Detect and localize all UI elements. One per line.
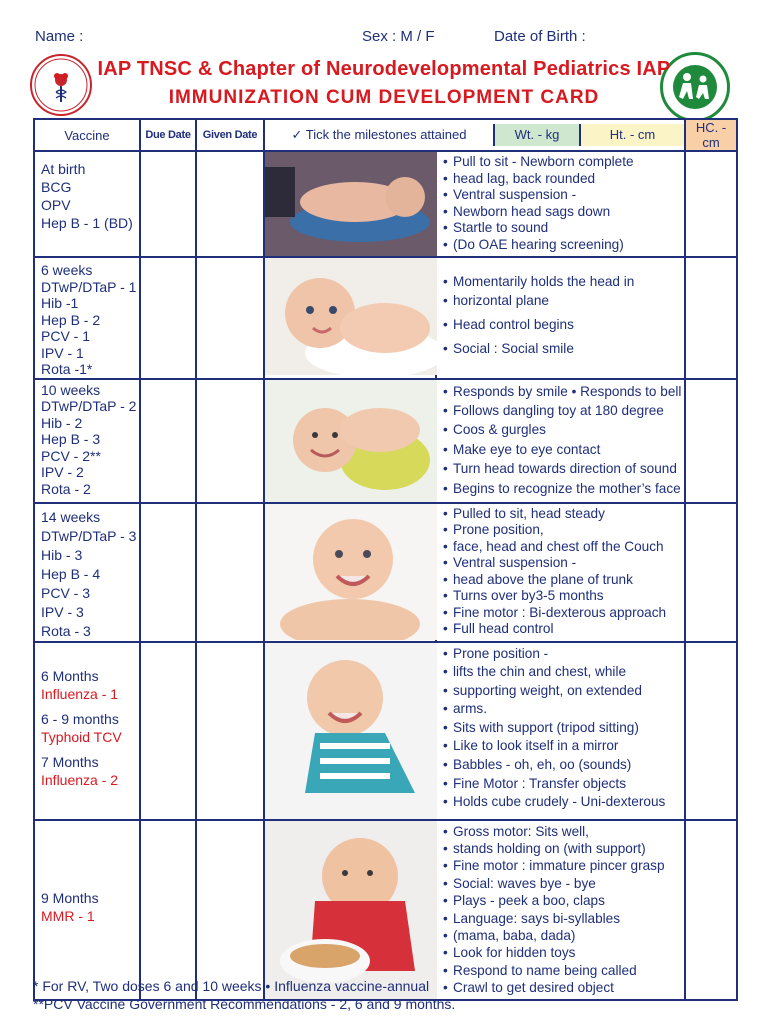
milestone-item[interactable]: • Babbles - oh, eh, oo (sounds) (453, 756, 682, 775)
milestone-text: head above the plane of trunk (453, 571, 633, 587)
milestone-item-cont (453, 927, 682, 944)
milestone-item[interactable]: • Social: waves bye - bye (453, 875, 682, 892)
vaccine-item: 9 Months (41, 889, 99, 906)
milestone-item-cont (453, 572, 682, 589)
milestone-list (436, 151, 685, 257)
milestone-item[interactable]: • Ventral suspension - (453, 555, 682, 572)
vaccine-item: DTwP/DTaP - 2 (41, 398, 137, 414)
vaccine-item: Influenza - 2 (41, 772, 119, 788)
vaccine-item: Typhoid TCV (41, 729, 122, 745)
immunization-development-table (33, 118, 738, 1001)
milestone-item[interactable]: • Coos & gurgles (453, 420, 682, 439)
vaccine-list (34, 503, 140, 642)
milestone-text: face, head and chest off the Couch (453, 538, 664, 554)
milestone-item[interactable]: • Full head control (453, 621, 682, 638)
milestone-item[interactable]: • Look for hidden toys (453, 944, 682, 961)
vaccine-item: 6 weeks (41, 262, 93, 278)
vaccine-item: Rota -1* (41, 361, 93, 377)
milestone-text: head lag, back rounded (453, 170, 596, 186)
vaccine-item: MMR - 1 (41, 908, 95, 924)
milestone-item[interactable]: • Ventral suspension - (453, 187, 682, 204)
col-vaccine: Vaccine (34, 119, 140, 151)
vaccine-item: IPV - 1 (41, 344, 84, 361)
milestone-item[interactable]: • Sits with support (tripod sitting) (453, 719, 682, 738)
table-row (34, 151, 737, 257)
milestone-item-cont (453, 840, 682, 857)
vaccine-item: 14 weeks (41, 508, 101, 525)
vaccine-item: Hep B - 1 (BD) (41, 215, 133, 231)
milestone-list (436, 820, 685, 1000)
milestone-text: (mama, baba, dada) (453, 927, 576, 943)
vaccine-list (34, 257, 140, 379)
milestone-item-cont (453, 237, 682, 254)
vaccine-item: Hib - 2 (41, 414, 83, 431)
vaccine-item: PCV - 2** (41, 447, 101, 464)
col-head-circumference: HC. - cm (685, 119, 737, 151)
milestone-item[interactable]: • Turn head towards direction of sound (453, 459, 682, 478)
milestone-list (436, 379, 685, 503)
baby-photo (264, 820, 436, 1000)
milestone-item[interactable]: • Fine motor : Bi-dexterous approach (453, 605, 682, 622)
milestone-item[interactable]: • Momentarily holds the head in (453, 272, 682, 291)
card-title-line1: IAP TNSC & Chapter of Neurodevelopmental Pediatrics IAP (97, 58, 671, 80)
growth-cells[interactable] (685, 151, 737, 257)
vaccine-item: DTwP/DTaP - 3 (41, 527, 137, 544)
milestone-item-cont (453, 204, 682, 221)
given-date-cell[interactable] (196, 379, 264, 503)
baby-photo (264, 257, 436, 379)
milestone-list (436, 503, 685, 642)
vaccine-item: Influenza - 1 (41, 686, 119, 702)
growth-cells[interactable] (685, 257, 737, 379)
vaccine-list (34, 820, 140, 1000)
milestones-header: ✓ Tick the milestones attained (291, 127, 467, 142)
vaccine-item: IPV - 3 (41, 603, 84, 620)
milestone-item[interactable]: • Pull to sit - Newborn complete (453, 154, 682, 171)
milestone-item[interactable]: • Responds by smile • Responds to bell (453, 382, 682, 401)
vaccine-item: 7 Months (41, 753, 99, 770)
vaccine-item: At birth (41, 161, 86, 177)
vaccine-item: Hep B - 3 (41, 431, 101, 447)
milestone-text: Newborn head sags down (453, 203, 611, 219)
milestone-list (436, 257, 685, 379)
milestone-text: Holds cube crudely - Uni-dexterous (453, 794, 666, 810)
due-date-cell[interactable] (140, 820, 196, 1000)
baby-photo (264, 503, 436, 642)
vaccine-item: 6 Months (41, 667, 99, 684)
col-height: Ht. - cm (579, 124, 684, 146)
dob-label: Date of Birth : (494, 28, 586, 45)
due-date-cell[interactable] (140, 257, 196, 379)
vaccine-list (34, 379, 140, 503)
vaccine-item: Hep B - 2 (41, 311, 101, 328)
vaccine-item: PCV - 3 (41, 584, 91, 601)
sex-label: Sex : M / F (362, 28, 435, 45)
vaccine-item: DTwP/DTaP - 1 (41, 278, 137, 295)
milestone-item[interactable]: • Make eye to eye contact (453, 440, 682, 459)
table-row (34, 820, 737, 1000)
milestone-text: (Do OAE hearing screening) (453, 236, 624, 252)
vaccine-item: IPV - 2 (41, 464, 84, 480)
milestone-item[interactable]: • Fine Motor : Transfer objects (453, 775, 682, 794)
milestone-item-cont (453, 793, 682, 812)
milestone-item-cont (453, 291, 682, 310)
milestone-item[interactable]: • Social : Social smile (453, 339, 682, 358)
baby-photo (264, 379, 436, 503)
growth-cells[interactable] (685, 503, 737, 642)
table-row (34, 642, 737, 820)
baby-photo (264, 151, 436, 257)
name-label: Name : (35, 28, 84, 45)
vaccine-item: BCG (41, 179, 72, 195)
table-row (34, 379, 737, 503)
milestone-item[interactable]: • Prone position, (453, 522, 682, 539)
milestone-text: horizontal plane (453, 293, 549, 308)
milestone-text: supporting weight, on extended (453, 682, 642, 698)
vaccine-item: Hep B - 4 (41, 565, 101, 582)
milestone-item[interactable]: • Respond to name being called (453, 962, 682, 979)
growth-cells[interactable] (685, 642, 737, 820)
milestone-item[interactable]: • Gross motor: Sits well, (453, 823, 682, 840)
vaccine-item: OPV (41, 197, 71, 213)
table-row (34, 257, 737, 379)
due-date-cell[interactable] (140, 151, 196, 257)
milestone-item[interactable]: • Begins to recognize the mother’s face (453, 479, 682, 498)
milestone-item[interactable]: • Fine motor : immature pincer grasp (453, 857, 682, 874)
due-date-cell[interactable] (140, 379, 196, 503)
milestone-item[interactable]: • Startle to sound (453, 220, 682, 237)
milestone-item[interactable]: • Follows dangling toy at 180 degree (453, 401, 682, 420)
col-due-date: Due Date (140, 119, 196, 151)
baby-photo (264, 642, 436, 820)
card-title-line2: IMMUNIZATION CUM DEVELOPMENT CARD (168, 87, 600, 108)
due-date-cell[interactable] (140, 503, 196, 642)
due-date-cell[interactable] (140, 642, 196, 820)
growth-cells[interactable] (685, 820, 737, 1000)
milestone-list (436, 642, 685, 820)
milestone-item[interactable]: • Turns over by3-5 months (453, 588, 682, 605)
vaccine-item: 10 weeks (41, 381, 101, 398)
given-date-cell[interactable] (196, 151, 264, 257)
milestone-item[interactable]: • Head control begins (453, 315, 682, 334)
vaccine-item: PCV - 1 (41, 328, 91, 344)
vaccine-list (34, 151, 140, 257)
given-date-cell[interactable] (196, 503, 264, 642)
vaccine-item: Hib -1 (41, 295, 79, 311)
milestone-text: lifts the chin and chest, while (453, 664, 627, 680)
milestone-item-cont (453, 682, 682, 701)
milestone-item-cont (453, 539, 682, 556)
col-given-date: Given Date (196, 119, 264, 151)
vaccine-item: 6 - 9 months (41, 710, 119, 727)
milestone-item[interactable]: • Pulled to sit, head steady (453, 506, 682, 523)
footnote-pcv: **PCV Vaccine Government Recommendations - 2, 6 and 9 months. (33, 996, 456, 1012)
milestone-item[interactable]: • Prone position - (453, 645, 682, 664)
growth-cells[interactable] (685, 379, 737, 503)
footnote-rv: * For RV, Two doses 6 and 10 weeks • Influenza vaccine-annual (33, 978, 430, 994)
col-weight: Wt. - kg (493, 124, 579, 146)
milestone-text: stands holding on (with support) (453, 840, 646, 856)
milestone-item-cont (453, 700, 682, 719)
vaccine-list (34, 642, 140, 820)
milestone-item[interactable]: • Language: says bi-syllables (453, 910, 682, 927)
vaccine-item: Hib - 3 (41, 546, 83, 563)
table-row (34, 503, 737, 642)
col-milestones (264, 119, 685, 151)
milestone-item-cont (453, 171, 682, 188)
milestone-item-cont (453, 892, 682, 909)
milestone-text: arms. (453, 701, 487, 717)
milestone-item[interactable]: • Crawl to get desired object (453, 979, 682, 996)
given-date-cell[interactable] (196, 642, 264, 820)
milestone-text: Plays - peek a boo, claps (453, 893, 605, 909)
vaccine-item: Rota - 2 (41, 480, 91, 497)
milestone-item[interactable]: • Like to look itself in a mirror (453, 737, 682, 756)
milestone-item-cont (453, 663, 682, 682)
given-date-cell[interactable] (196, 257, 264, 379)
given-date-cell[interactable] (196, 820, 264, 1000)
vaccine-item: Rota - 3 (41, 622, 91, 639)
